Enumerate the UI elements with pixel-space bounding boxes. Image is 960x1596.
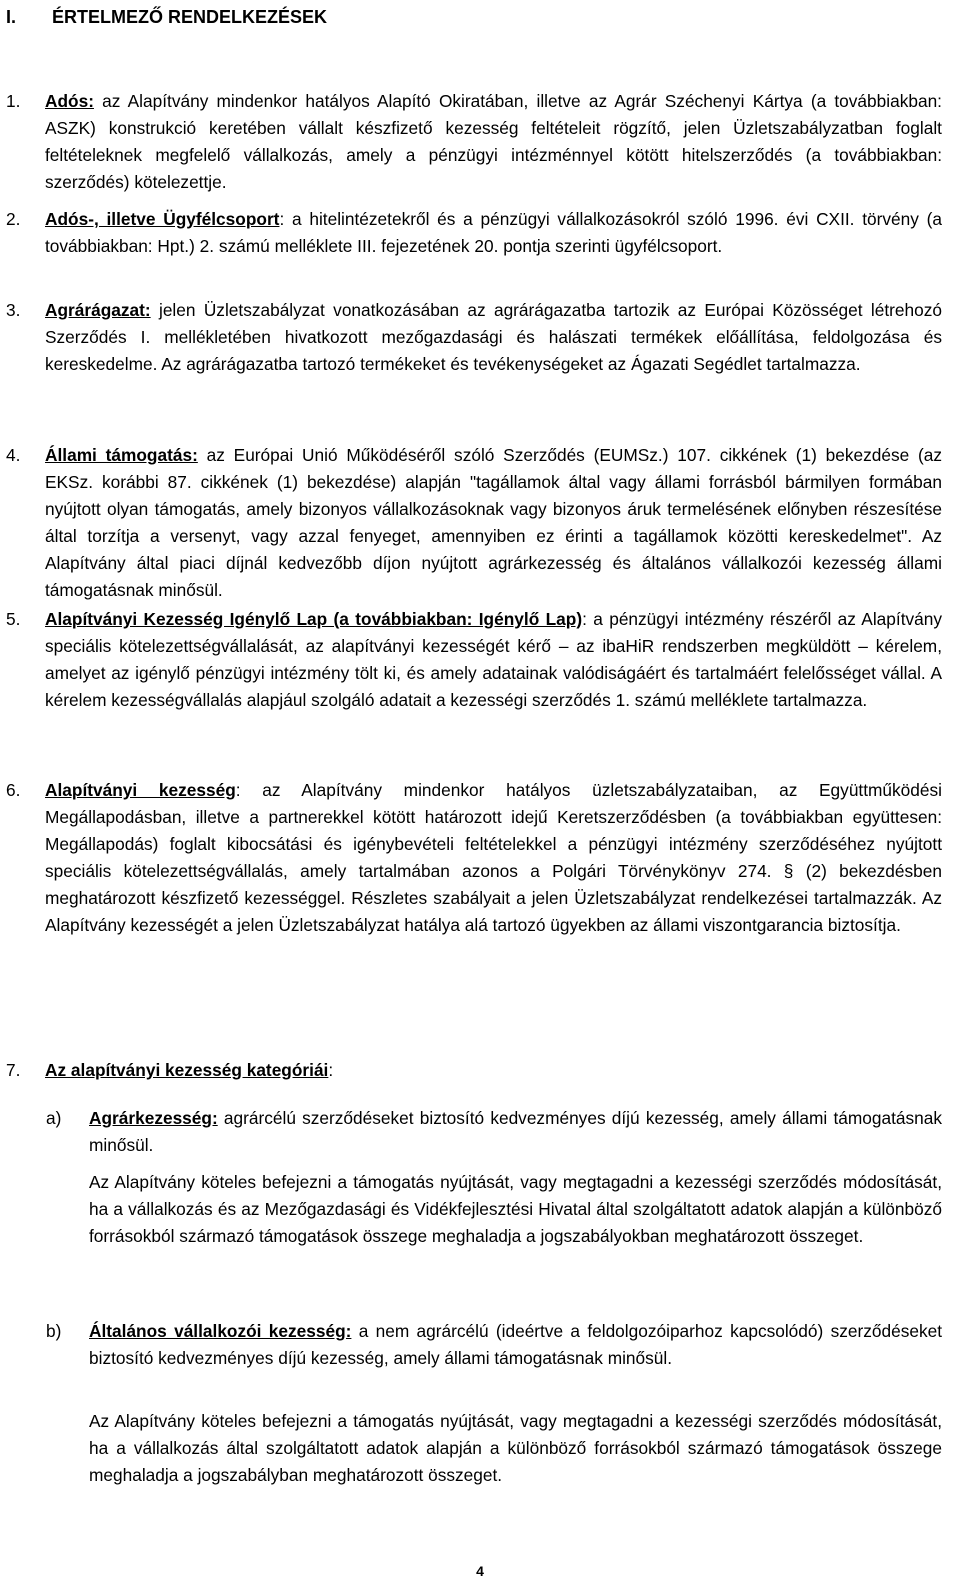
page-number: 4 (476, 1563, 484, 1579)
item-number: 2. (6, 209, 21, 229)
item-number: 4. (6, 445, 21, 465)
section-heading (6, 4, 327, 30)
defined-term: Agrárkezesség: (89, 1108, 218, 1128)
defined-term: Alapítványi Kezesség Igénylő Lap (a továbbiakban: Igénylő Lap) (45, 609, 583, 629)
definition-text: agrárcélú szerződéseket biztosító kedvezményes díjú kezesség, amely állami támogatásnak minősül. (89, 1108, 942, 1155)
definition-item (6, 297, 942, 378)
defined-term: Állami támogatás: (45, 445, 198, 465)
definition-text: : (328, 1060, 334, 1080)
item-number: 6. (6, 780, 21, 800)
defined-term: Adós-, illetve Ügyfélcsoport (45, 209, 280, 229)
category-paragraph: Az Alapítvány köteles befejezni a támogatás nyújtását, vagy megtagadni a kezességi szerződés módosítását, ha a vállalkozás által szolgáltatott adatok alapján a különböző forrásokból származó támogatások összege meghaladja a jogszabályban meghatározott összeget. (89, 1411, 942, 1485)
definition-item (6, 88, 942, 196)
defined-term: Az alapítványi kezesség kategóriái (45, 1060, 329, 1080)
definition-item (6, 1057, 942, 1084)
definition-text: a nem agrárcélú (ideértve a feldolgozóiparhoz kapcsolódó) szerződéseket biztosító kedvezményes díjú kezesség, amely állami támogatásnak minősül. (89, 1321, 942, 1368)
definition-item (6, 606, 942, 714)
definition-text: : az Alapítvány mindenkor hatályos üzletszabályzataiban, az Együttműködési Megállapodásban, illetve a partnerekkel kötött határozott idejű Keretszerződésben (a továbbiakban együttesen: Megállapodás) foglalt kibocsátási és igénybevételi feltételekkel a pénzügyi intézmény szerződéséhez nyújtott speciális kötelezettségvállalás, amely tartalmában azonos a Polgári Törvénykönyv 274. § (2) bekezdésben meghatározott készfizető kezességgel. Részletes szabályait a jelen Üzletszabályzat rendelkezései tartalmazzák. Az Alapítvány kezességét a jelen Üzletszabályzat hatálya alá tartozó ügyekben az állami viszontgarancia biztosítja. (45, 780, 942, 935)
category-item (46, 1105, 942, 1159)
item-number: 1. (6, 91, 21, 111)
item-number: 5. (6, 609, 21, 629)
definition-text: az Európai Unió Működéséről szóló Szerződés (EUMSz.) 107. cikkének (1) bekezdése (az EKSz. korábbi 87. cikkének (1) bekezdése) alapján "tagállamok által vagy állami forrásból bármilyen formában nyújtott olyan támogatás, amely bizonyos vállalkozásoknak vagy bizonyos áruk termelésének előnyben részesítése által torzítja a versenyt, vagy azzal fenyeget, amennyiben ez érinti a tagállamok közötti kereskedelmet". Az Alapítvány által piaci díjnál kedvezőbb díjon nyújtott agrárkezesség és általános vállalkozói kezesség állami támogatásnak minősül. (45, 445, 942, 600)
category-letter: b) (46, 1321, 62, 1341)
item-number: 3. (6, 300, 21, 320)
definition-text: : a pénzügyi intézmény részéről az Alapítvány speciális kötelezettségvállalását, az alapítványi kezességét kérő – az ibaHiR rendszerben megküldött – kérelem, amelyet az igénylő pénzügyi intézmény tölt ki, és amely adatainak valódiságáért és tartalmáért felelősséget vállal. A kérelem kezességvállalás alapjául szolgáló adatait a kezességi szerződés 1. számú melléklete tartalmazza. (45, 609, 943, 710)
definition-item (6, 206, 942, 260)
definition-item (6, 777, 942, 939)
category-letter: a) (46, 1108, 62, 1128)
defined-term: Agrárágazat: (45, 300, 151, 320)
section-number: I. (6, 7, 17, 27)
category-item (46, 1318, 942, 1372)
definition-item (6, 442, 942, 604)
definition-text: jelen Üzletszabályzat vonatkozásában az agrárágazatba tartozik az Európai Közösséget létrehozó Szerződés I. mellékletében hivatkozott mezőgazdasági és halászati termékek előállítása, feldolgozása és kereskedelme. Az agrárágazatba tartozó termékeket és tevékenységeket az Ágazati Segédlet tartalmazza. (45, 300, 942, 374)
definition-text: az Alapítvány mindenkor hatályos Alapító Okiratában, illetve az Agrár Széchenyi Kártya (a továbbiakban: ASZK) konstrukció keretében vállalt készfizető kezesség feltételeit rögzítő, jelen Üzletszabályzatban foglalt feltételeknek megfelelő vállalkozás, amely a pénzügyi intézménnyel kötött hitelszerződés (a továbbiakban: szerződés) kötelezettje. (45, 91, 942, 192)
defined-term: Adós: (45, 91, 94, 111)
item-number: 7. (6, 1060, 21, 1080)
defined-term: Általános vállalkozói kezesség: (89, 1321, 352, 1341)
definition-text: : a hitelintézetekről és a pénzügyi vállalkozásokról szóló 1996. évi CXII. törvény (a továbbiakban: Hpt.) 2. számú melléklete III. fejezetének 20. pontja szerinti ügyfélcsoport. (45, 209, 943, 256)
section-title: ÉRTELMEZŐ RENDELKEZÉSEK (52, 7, 328, 27)
defined-term: Alapítványi kezesség (45, 780, 236, 800)
category-paragraph: Az Alapítvány köteles befejezni a támogatás nyújtását, vagy megtagadni a kezességi szerződés módosítását, ha a vállalkozás és az Mezőgazdasági és Vidékfejlesztési Hivatal által szolgáltatott adatok alapján a különböző forrásokból származó támogatások összege meghaladja a jogszabályokban meghatározott összeget. (89, 1172, 942, 1246)
